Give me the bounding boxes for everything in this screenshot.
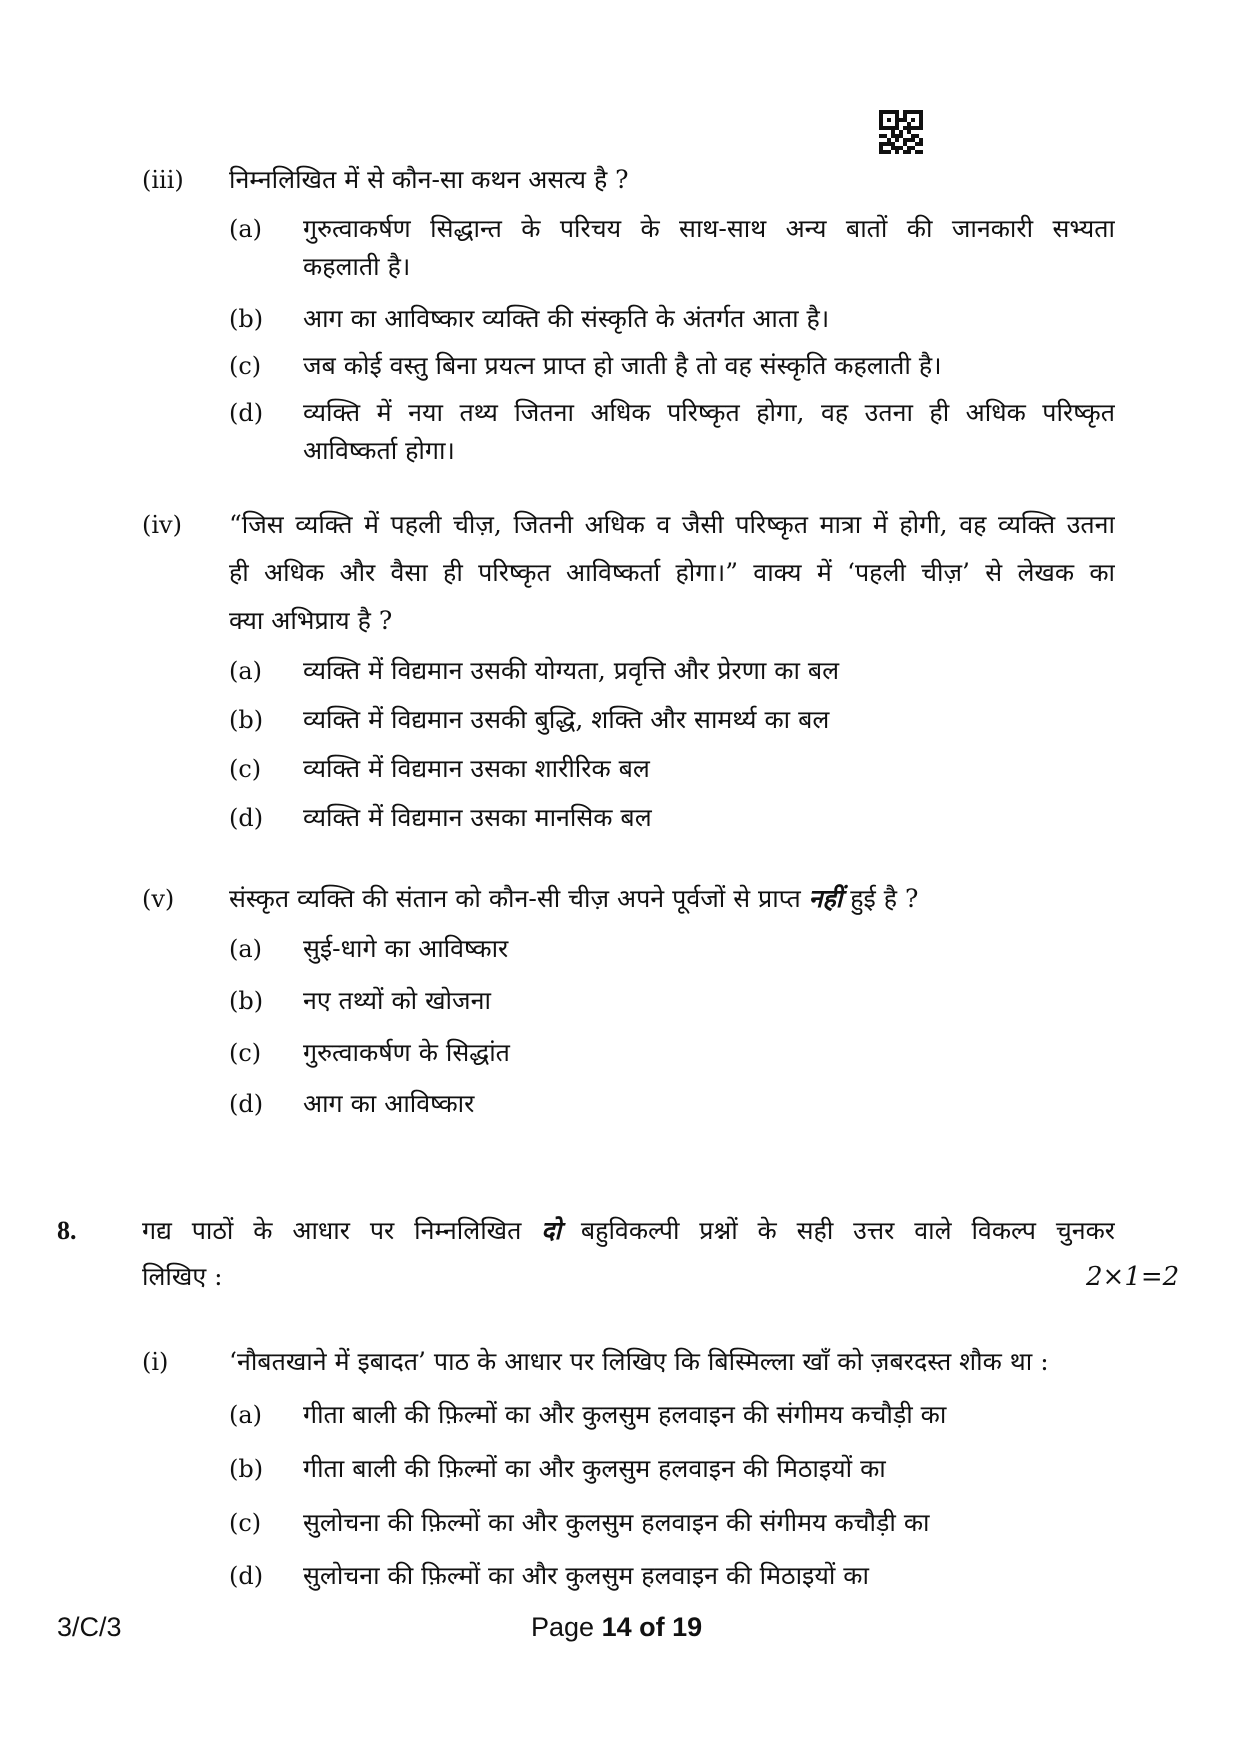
option-label: (c) <box>229 352 262 380</box>
option-text: नए तथ्यों को खोजना <box>303 986 491 1015</box>
option-text: आग का आविष्कार <box>303 1089 475 1118</box>
option-text: जब कोई वस्तु बिना प्रयत्न प्राप्त हो जाती है तो वह संस्कृति कहलाती है। <box>303 351 942 380</box>
option-text: व्यक्ति में विद्यमान उसका शारीरिक बल <box>303 754 650 783</box>
question-text-part: गद्य पाठों के आधार पर निम्नलिखित <box>142 1216 542 1245</box>
option-label: (c) <box>229 1039 262 1067</box>
option-text: व्यक्ति में विद्यमान उसकी बुद्धि, शक्ति और सामर्थ्य का बल <box>303 705 830 734</box>
question-text-line: “जिस व्यक्ति में पहली चीज़, जितनी अधिक व जैसी परिष्कृत मात्रा में होगी, वह व्यक्ति उतना <box>229 510 1115 539</box>
option-label: (b) <box>229 1455 264 1483</box>
question-text-part: संस्कृत व्यक्ति की संतान को कौन-सी चीज़ अपने पूर्वजों से प्राप्त <box>229 884 809 913</box>
emphasis-word: दो <box>541 1216 562 1245</box>
question-label-v: (v) <box>142 885 175 913</box>
question-text-iii: निम्नलिखित में से कौन-सा कथन असत्य है ? <box>229 165 629 194</box>
option-label: (c) <box>229 755 262 783</box>
option-label: (d) <box>229 804 264 832</box>
option-text-line: गुरुत्वाकर्षण सिद्धान्त के परिचय के साथ-साथ अन्य बातों की जानकारी सभ्यता <box>303 214 1115 243</box>
page-prefix: Page <box>531 1612 602 1642</box>
question-text-line: ही अधिक और वैसा ही परिष्कृत आविष्कर्ता होगा।” वाक्य में ‘पहली चीज़’ से लेखक का <box>229 558 1115 587</box>
option-label: (a) <box>229 1401 263 1429</box>
question-text-part: हुई है ? <box>842 884 919 913</box>
option-text: व्यक्ति में विद्यमान उसका मानसिक बल <box>303 803 652 832</box>
option-label: (b) <box>229 987 264 1015</box>
option-text: सुलोचना की फ़िल्मों का और कुलसुम हलवाइन की संगीमय कचौड़ी का <box>303 1508 930 1537</box>
option-label: (d) <box>229 1090 264 1118</box>
question-text-part: बहुविकल्पी प्रश्नों के सही उत्तर वाले विकल्प चुनकर <box>561 1216 1115 1245</box>
option-label: (b) <box>229 305 264 333</box>
page-current: 14 <box>601 1612 632 1642</box>
question-text-line: लिखिए : <box>142 1262 223 1291</box>
page-number <box>531 1610 702 1644</box>
option-text: गुरुत्वाकर्षण के सिद्धांत <box>303 1038 510 1067</box>
question-label-iv: (iv) <box>142 511 182 539</box>
question-text-i: ‘नौबतखाने में इबादत’ पाठ के आधार पर लिखिए कि बिस्मिल्ला खाँ को ज़बरदस्त शौक था : <box>229 1347 1049 1376</box>
qr-code-icon <box>879 110 923 154</box>
option-label: (a) <box>229 215 263 243</box>
option-text-line: आविष्कर्ता होगा। <box>303 436 455 465</box>
question-text-line: क्या अभिप्राय है ? <box>229 606 393 635</box>
page-total: 19 <box>672 1612 703 1642</box>
option-text-line: कहलाती है। <box>303 252 411 281</box>
emphasis-word: नहीं <box>808 884 843 913</box>
option-text: गीता बाली की फ़िल्मों का और कुलसुम हलवाइन की संगीमय कचौड़ी का <box>303 1400 947 1429</box>
option-text: आग का आविष्कार व्यक्ति की संस्कृति के अंतर्गत आता है। <box>303 304 830 333</box>
option-label: (b) <box>229 706 264 734</box>
option-text: गीता बाली की फ़िल्मों का और कुलसुम हलवाइन की मिठाइयों का <box>303 1454 886 1483</box>
option-text-line: व्यक्ति में नया तथ्य जितना अधिक परिष्कृत होगा, वह उतना ही अधिक परिष्कृत <box>303 398 1115 427</box>
option-label: (c) <box>229 1509 262 1537</box>
option-text: व्यक्ति में विद्यमान उसकी योग्यता, प्रवृत्ति और प्रेरणा का बल <box>303 656 840 685</box>
question-label-iii: (iii) <box>142 166 184 194</box>
question-text-v <box>229 876 918 922</box>
question-label-i: (i) <box>142 1348 169 1376</box>
marks-allocation: 2×1=2 <box>1086 1262 1180 1292</box>
option-label: (a) <box>229 935 263 963</box>
option-label: (d) <box>229 1562 264 1590</box>
question-number-8: 8. <box>57 1216 77 1245</box>
question-text-line <box>142 1208 1115 1254</box>
option-label: (d) <box>229 399 264 427</box>
paper-code: 3/C/3 <box>57 1612 122 1642</box>
option-label: (a) <box>229 657 263 685</box>
page-of: of <box>631 1612 673 1642</box>
option-text: सुलोचना की फ़िल्मों का और कुलसुम हलवाइन की मिठाइयों का <box>303 1561 869 1590</box>
option-text: सुई-धागे का आविष्कार <box>303 934 509 963</box>
